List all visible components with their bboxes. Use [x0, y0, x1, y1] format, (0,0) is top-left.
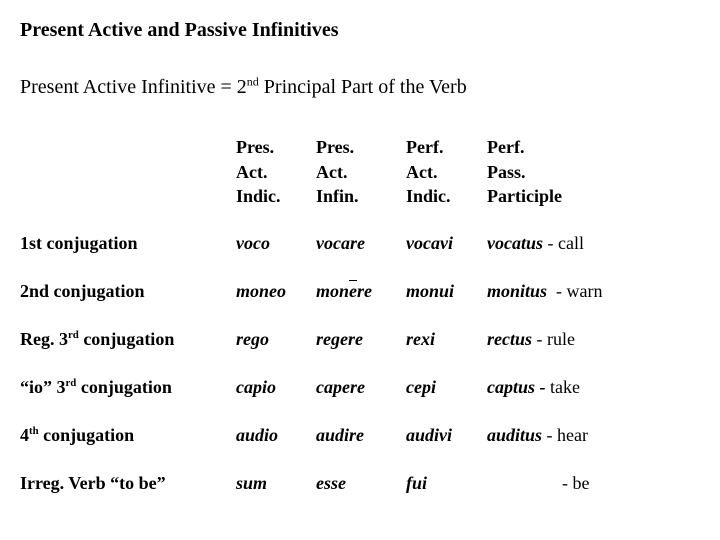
- header-line: Act.: [316, 161, 348, 182]
- label-text: Reg. 3: [20, 329, 68, 349]
- gloss: take: [545, 377, 580, 397]
- perf-indic-form: cepi: [406, 377, 436, 397]
- slide-subtitle: [20, 76, 467, 99]
- table-row: [0, 377, 720, 401]
- header-pres-act-infin: [316, 135, 359, 209]
- infin-part-end: re: [357, 281, 373, 301]
- label-text: 1st conjugation: [20, 233, 138, 253]
- infin-macron-vowel: $\overline{e}$: [349, 281, 358, 301]
- participle-cell: [487, 425, 588, 446]
- perf-indic-form: rexi: [406, 329, 435, 349]
- conjugation-label: [20, 377, 172, 398]
- label-sup: rd: [65, 377, 77, 389]
- pres-indic-form: moneo: [236, 281, 287, 301]
- participle-form: captus -: [487, 377, 546, 397]
- header-line: Indic.: [406, 186, 451, 206]
- header-perf-pass-participle: [487, 135, 562, 209]
- table-row: [0, 233, 720, 257]
- header-perf-act-indic: [406, 135, 451, 209]
- infinitive-form: [316, 233, 365, 254]
- subtitle-text: Present Active Infinitive = 2: [20, 76, 247, 98]
- pres-indic-form: sum: [236, 473, 268, 493]
- header-line: Indic.: [236, 186, 281, 206]
- participle-cell: [487, 329, 575, 350]
- perf-indic-form: fui: [406, 473, 428, 493]
- header-line: Pass.: [487, 161, 526, 182]
- participle-form: rectus: [487, 329, 532, 349]
- participle-cell: [487, 281, 603, 302]
- label-sup: rd: [68, 329, 79, 341]
- participle-cell: [487, 377, 580, 398]
- gloss: - warn: [547, 281, 603, 301]
- table-row: [0, 281, 720, 305]
- gloss: - rule: [532, 329, 575, 349]
- header-pres-act-indic: [236, 135, 281, 209]
- header-line: Act.: [236, 161, 268, 182]
- label-text: 2nd conjugation: [20, 281, 145, 301]
- slide-title: Present Active and Passive Infinitives: [20, 19, 339, 41]
- conjugation-label: [20, 329, 174, 350]
- participle-cell: [487, 233, 584, 254]
- subtitle-text-end: Principal Part of the Verb: [258, 76, 467, 98]
- header-line: Infin.: [316, 186, 359, 206]
- infinitive-form: [316, 473, 346, 494]
- participle-form: auditus: [487, 425, 543, 445]
- header-line: Perf.: [406, 137, 444, 157]
- label-text-end: conjugation: [38, 425, 135, 445]
- infinitive-form: [316, 281, 372, 302]
- participle-form: monitus: [487, 281, 548, 301]
- conjugation-label: [20, 425, 134, 446]
- header-line: Pres.: [316, 137, 355, 157]
- label-sup: th: [29, 425, 39, 437]
- pres-indic-form: audio: [236, 425, 279, 445]
- label-text: “io” 3: [20, 377, 66, 397]
- gloss: - be: [562, 473, 590, 493]
- conjugation-label: [20, 473, 166, 494]
- infin-part: audire: [316, 425, 365, 445]
- table-row: [0, 329, 720, 353]
- gloss: - call: [543, 233, 584, 253]
- infin-part: mon: [316, 281, 350, 301]
- header-line: Pres.: [236, 137, 275, 157]
- perf-indic-form: vocavi: [406, 233, 453, 253]
- subtitle-sup: nd: [246, 74, 259, 89]
- header-line: Act.: [406, 161, 438, 182]
- infinitive-form: [316, 329, 363, 350]
- label-text-end: conjugation: [78, 329, 175, 349]
- infin-part: esse: [316, 473, 346, 493]
- label-text: 4: [20, 425, 29, 445]
- header-line: Participle: [487, 186, 562, 206]
- pres-indic-form: capio: [236, 377, 276, 397]
- conjugation-label: [20, 233, 138, 254]
- infin-part: regere: [316, 329, 363, 349]
- perf-indic-form: monui: [406, 281, 455, 301]
- table-row: [0, 425, 720, 449]
- infin-part: capere: [316, 377, 365, 397]
- conjugation-label: [20, 281, 145, 302]
- label-text-end: conjugation: [76, 377, 172, 397]
- header-line: Perf.: [487, 137, 525, 157]
- infinitive-form: [316, 377, 365, 398]
- participle-form: vocatus: [487, 233, 543, 253]
- gloss: - hear: [542, 425, 588, 445]
- pres-indic-form: rego: [236, 329, 269, 349]
- perf-indic-form: audivi: [406, 425, 453, 445]
- label-text: Irreg. Verb “to be”: [20, 473, 166, 493]
- infinitive-form: [316, 425, 364, 446]
- pres-indic-form: voco: [236, 233, 270, 253]
- infin-part: vocare: [316, 233, 365, 253]
- table-row: [0, 473, 720, 497]
